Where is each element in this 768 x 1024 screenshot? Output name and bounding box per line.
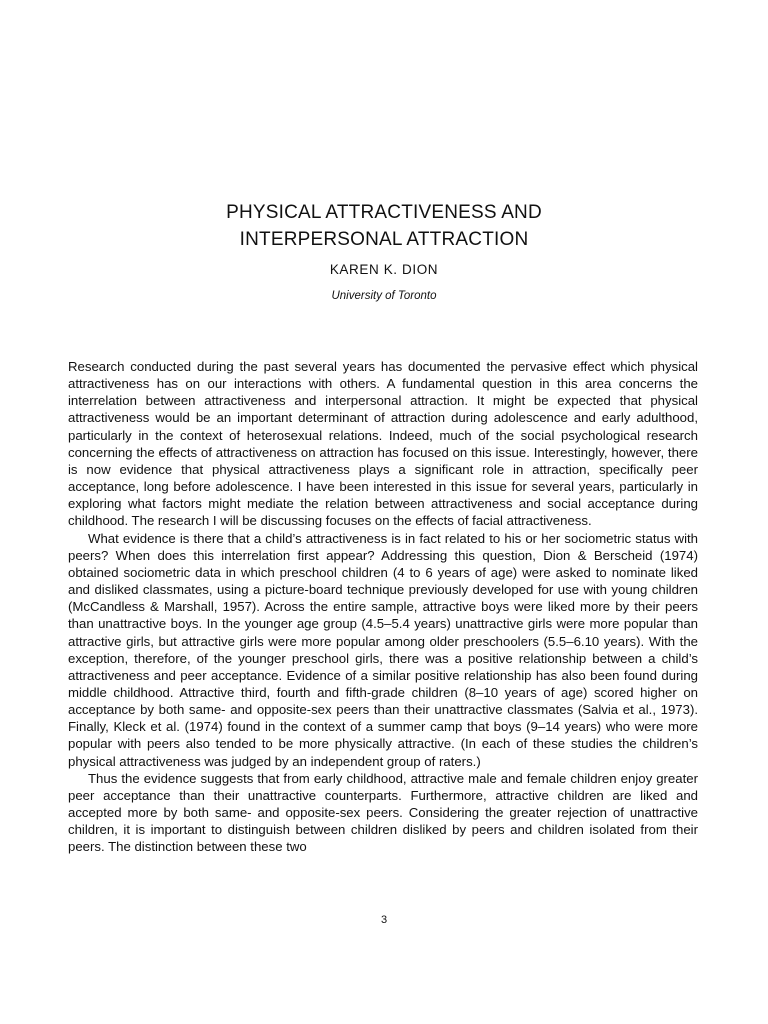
paper-title-line-1: PHYSICAL ATTRACTIVENESS AND (226, 202, 542, 223)
author-name: KAREN K. DION (329, 262, 439, 277)
paragraph-3: Thus the evidence suggests that from early childhood, attractive male and female children enjoy greater peer acceptance than their unattractive counterparts. Furthermore, attractive children are liked and accepted more by both same- and opposite-sex peers. Considering the greater rejection of unattractive children, it is important to distinguish between children disliked by peers and children isolated from their peers. The distinction between these two (68, 770, 698, 855)
paragraph-2: What evidence is there that a child’s attractiveness is in fact related to his or her sociometric status with peers? When does this interrelation first appear? Addressing this question, Dion & Berscheid (1974) obtained sociometric data in which preschool children (4 to 6 years of age) were asked to nominate liked and disliked classmates, using a picture-board technique previously developed for use with young children (McCandless & Marshall, 1957). Across the entire sample, attractive boys were liked more by their peers than unattractive boys. In the younger age group (4.5–5.4 years) unattractive girls were more popular than attractive girls, but attractive girls were more popular among older preschoolers (5.5–6.10 years). With the exception, therefore, of the younger preschool girls, there was a positive relationship between a child’s attractiveness and peer acceptance. Evidence of a similar positive relationship has also been found during middle childhood. Attractive third, fourth and fifth-grade children (8–10 years of age) scored higher on acceptance by both same- and opposite-sex peers than their unattractive classmates (Salvia et al., 1973). Finally, Kleck et al. (1974) found in the context of a summer camp that boys (9–14 years) who were more popular with peers also tended to be more physically attractive. (In each of these studies the children’s physical attractiveness was judged by an independent group of raters.) (68, 530, 698, 769)
page-number: 3 (380, 914, 388, 926)
paper-title-line-2: INTERPERSONAL ATTRACTION (239, 229, 529, 250)
author-affiliation: University of Toronto (331, 290, 437, 302)
body-text (68, 358, 698, 856)
paragraph-1: Research conducted during the past several years has documented the pervasive effect which physical attractiveness has on our interactions with others. A fundamental question in this area concerns the interrelation between attractiveness and interpersonal attraction. It might be expected that physical attractiveness would be an important determinant of attraction during adolescence and early adulthood, particularly in the context of heterosexual relations. Indeed, much of the social psychological research concerning the effects of attractiveness on attraction has focused on this issue. Interestingly, however, there is now evidence that physical attractiveness plays a significant role in attraction, specifically peer acceptance, long before adolescence. I have been interested in this issue for several years, particularly in exploring what factors might mediate the relation between attractiveness and social acceptance during childhood. The research I will be discussing focuses on the effects of facial attractiveness. (68, 359, 698, 529)
